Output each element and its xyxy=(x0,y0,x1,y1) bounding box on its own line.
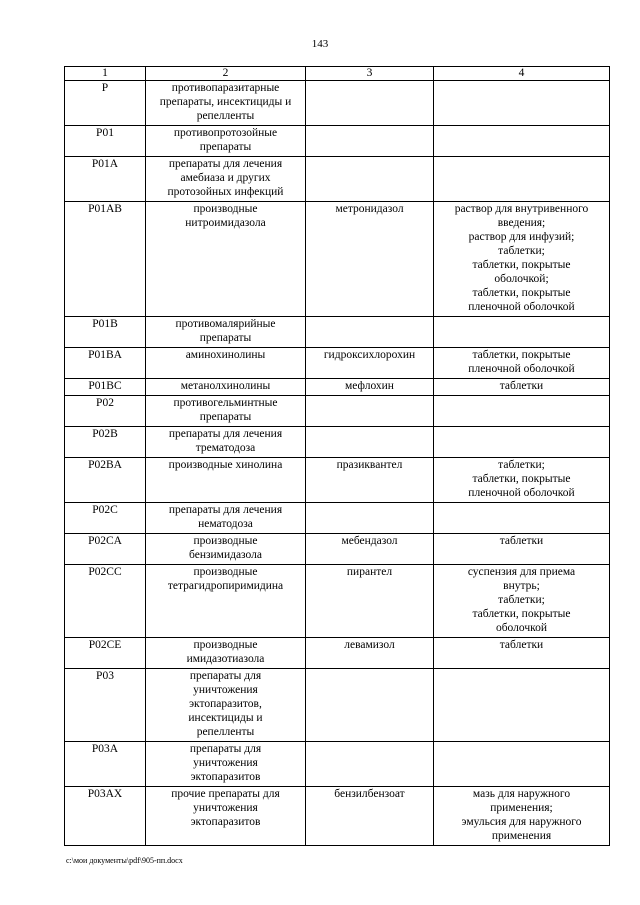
table-row xyxy=(65,202,610,317)
group-name-cell: противомалярийные препараты xyxy=(146,317,306,348)
table-header-row xyxy=(65,67,610,81)
atc-code-cell: P02C xyxy=(65,503,146,534)
drug-name-cell: мефлохин xyxy=(306,379,434,396)
dosage-forms-cell: таблетки, покрытые пленочной оболочкой xyxy=(434,348,610,379)
drug-name-cell xyxy=(306,742,434,787)
table-row xyxy=(65,126,610,157)
table-row xyxy=(65,503,610,534)
group-name-cell: производные имидазотиазола xyxy=(146,638,306,669)
dosage-forms-cell: таблетки xyxy=(434,638,610,669)
drug-name-cell: метронидазол xyxy=(306,202,434,317)
atc-code-cell: P01A xyxy=(65,157,146,202)
table-row xyxy=(65,379,610,396)
table-row xyxy=(65,348,610,379)
dosage-forms-cell xyxy=(434,126,610,157)
drug-name-cell xyxy=(306,427,434,458)
dosage-forms-cell xyxy=(434,427,610,458)
table-row xyxy=(65,565,610,638)
dosage-forms-cell xyxy=(434,396,610,427)
drug-name-cell xyxy=(306,157,434,202)
atc-code-cell: P01B xyxy=(65,317,146,348)
dosage-forms-cell xyxy=(434,157,610,202)
table-row xyxy=(65,534,610,565)
column-header: 3 xyxy=(306,67,434,81)
atc-code-cell: P02CE xyxy=(65,638,146,669)
page-number: 143 xyxy=(311,38,329,50)
group-name-cell: препараты для уничтожения эктопаразитов xyxy=(146,742,306,787)
drug-name-cell xyxy=(306,317,434,348)
drug-name-cell xyxy=(306,126,434,157)
table-row xyxy=(65,638,610,669)
group-name-cell: противопаразитарные препараты, инсектициды и репелленты xyxy=(146,81,306,126)
atc-code-cell: P01 xyxy=(65,126,146,157)
footer-file-path: c:\мои документы\pdf\905-пп.docx xyxy=(66,856,183,865)
group-name-cell: производные нитроимидазола xyxy=(146,202,306,317)
group-name-cell: препараты для лечения трематодоза xyxy=(146,427,306,458)
dosage-forms-cell: раствор для внутривенного введения; раствор для инфузий; таблетки; таблетки, покрытые оболочкой; таблетки, покрытые пленочной оболочкой xyxy=(434,202,610,317)
atc-code-cell: P02CC xyxy=(65,565,146,638)
atc-code-cell: P02B xyxy=(65,427,146,458)
table-row xyxy=(65,787,610,846)
dosage-forms-cell xyxy=(434,742,610,787)
drug-name-cell: мебендазол xyxy=(306,534,434,565)
table-row xyxy=(65,157,610,202)
group-name-cell: производные хинолина xyxy=(146,458,306,503)
atc-code-cell: P xyxy=(65,81,146,126)
atc-code-cell: P03AX xyxy=(65,787,146,846)
table-row xyxy=(65,669,610,742)
drug-name-cell xyxy=(306,396,434,427)
table-body xyxy=(65,81,610,846)
dosage-forms-cell xyxy=(434,317,610,348)
column-header: 2 xyxy=(146,67,306,81)
drug-table xyxy=(64,66,610,846)
group-name-cell: препараты для уничтожения эктопаразитов, инсектициды и репелленты xyxy=(146,669,306,742)
column-header: 1 xyxy=(65,67,146,81)
drug-name-cell xyxy=(306,669,434,742)
atc-code-cell: P02 xyxy=(65,396,146,427)
dosage-forms-cell: таблетки xyxy=(434,534,610,565)
atc-code-cell: P01BA xyxy=(65,348,146,379)
atc-code-cell: P01BC xyxy=(65,379,146,396)
group-name-cell: аминохинолины xyxy=(146,348,306,379)
dosage-forms-cell: суспензия для приема внутрь; таблетки; таблетки, покрытые оболочкой xyxy=(434,565,610,638)
column-header: 4 xyxy=(434,67,610,81)
drug-name-cell: празиквантел xyxy=(306,458,434,503)
dosage-forms-cell: таблетки xyxy=(434,379,610,396)
group-name-cell: препараты для лечения амебиаза и других протозойных инфекций xyxy=(146,157,306,202)
drug-name-cell xyxy=(306,503,434,534)
group-name-cell: производные бензимидазола xyxy=(146,534,306,565)
group-name-cell: прочие препараты для уничтожения эктопаразитов xyxy=(146,787,306,846)
table-row xyxy=(65,427,610,458)
group-name-cell: препараты для лечения нематодоза xyxy=(146,503,306,534)
table-row xyxy=(65,742,610,787)
group-name-cell: метанолхинолины xyxy=(146,379,306,396)
group-name-cell: противогельминтные препараты xyxy=(146,396,306,427)
drug-name-cell: бензилбензоат xyxy=(306,787,434,846)
dosage-forms-cell xyxy=(434,503,610,534)
atc-code-cell: P02BA xyxy=(65,458,146,503)
dosage-forms-cell xyxy=(434,669,610,742)
atc-code-cell: P03 xyxy=(65,669,146,742)
table-row xyxy=(65,317,610,348)
table-row xyxy=(65,81,610,126)
atc-code-cell: P03A xyxy=(65,742,146,787)
drug-name-cell: левамизол xyxy=(306,638,434,669)
dosage-forms-cell: мазь для наружного применения; эмульсия для наружного применения xyxy=(434,787,610,846)
dosage-forms-cell: таблетки; таблетки, покрытые пленочной оболочкой xyxy=(434,458,610,503)
dosage-forms-cell xyxy=(434,81,610,126)
atc-code-cell: P01AB xyxy=(65,202,146,317)
table-row xyxy=(65,458,610,503)
atc-code-cell: P02CA xyxy=(65,534,146,565)
group-name-cell: противопротозойные препараты xyxy=(146,126,306,157)
drug-name-cell xyxy=(306,81,434,126)
table-row xyxy=(65,396,610,427)
drug-name-cell: гидроксихлорохин xyxy=(306,348,434,379)
drug-name-cell: пирантел xyxy=(306,565,434,638)
group-name-cell: производные тетрагидропиримидина xyxy=(146,565,306,638)
